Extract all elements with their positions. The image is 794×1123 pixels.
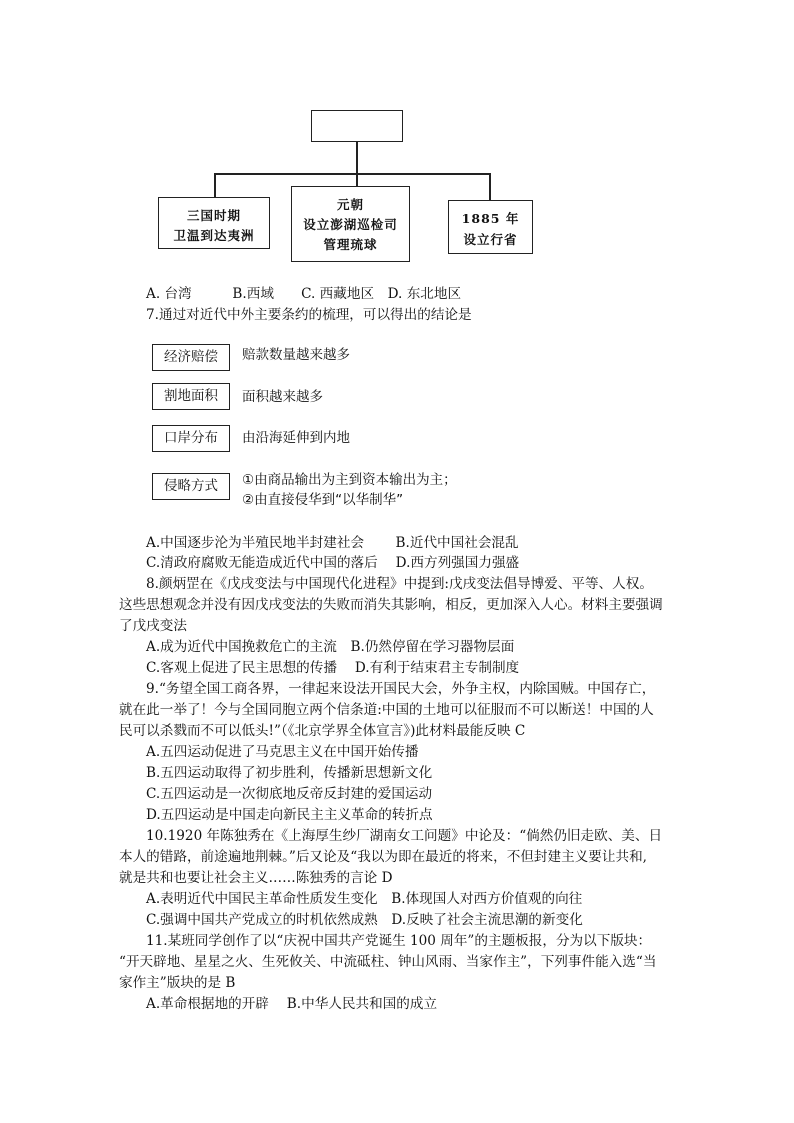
q9-stem-line-3: 民可以杀戮而不可以低头!”（《北京学界全体宣言》)此材料最能反映 C [119, 723, 526, 739]
q7-label-aggression: 侵略方式 [152, 473, 230, 500]
connector-vertical-top [356, 142, 358, 173]
q11-stem-line-3: 家作主”版块的是 B [119, 975, 236, 991]
q10-stem-line-2: 本人的错路，前途遍地荆棘。”后又论及“我以为即在最近的将来，不但封建主义要让共和, [119, 849, 647, 865]
q6-options: A. 台湾 B.西域 C. 西藏地区 D. 东北地区 [146, 286, 462, 302]
left-box-line-2: 卫温到达夷洲 [173, 228, 255, 243]
q8-stem-line-3: 了戊戌变法 [119, 618, 187, 634]
connector-horizontal [214, 173, 490, 175]
left-box-line-1: 三国时期 [186, 208, 241, 223]
q9-option-b: B.五四运动取得了初步胜利，传播新思想新文化 [146, 765, 433, 781]
connector-middle [356, 173, 358, 186]
q9-option-a: A.五四运动促进了马克思主义在中国开始传播 [146, 744, 419, 760]
middle-box-line-2: 设立澎湖巡检司 [303, 217, 398, 232]
q7-desc-territory: 面积越来越多 [242, 389, 323, 405]
q7-stem: 7.通过对近代中外主要条约的梳理，可以得出的结论是 [146, 307, 472, 323]
connector-right [489, 173, 491, 200]
q7-desc-aggression-2: ②由直接侵华到“以华制华” [242, 492, 404, 508]
q7-option-line-2: C.清政府腐败无能造成近代中国的落后 D.西方列强国力强盛 [146, 555, 520, 571]
diagram-left-box [158, 197, 270, 249]
q9-stem-line-1: 9.“务望全国工商各界，一律起来设法开国民大会，外争主权，内除国贼。中国存亡， [146, 681, 656, 697]
q7-label-ports: 口岸分布 [152, 425, 230, 452]
q9-stem-line-2: 就在此一举了！今与全国同胞立两个信条道:中国的土地可以征服而不可以断送！中国的人 [119, 702, 654, 718]
middle-box-line-3: 管理琉球 [323, 237, 378, 252]
q7-desc-aggression-1: ①由商品输出为主到资本输出为主； [242, 472, 457, 488]
q7-label-economic: 经济赔偿 [152, 344, 230, 371]
q11-stem-line-2: “开天辟地、星星之火、生死攸关、中流砥柱、钟山风雨、当家作主”，下列事件能入选“当 [119, 954, 657, 970]
q7-label-territory: 割地面积 [152, 383, 230, 410]
diagram-right-box [448, 200, 533, 254]
diagram-middle-box [291, 186, 410, 262]
q10-stem-line-3: 就是共和也要让社会主义……陈独秀的言论 D [119, 870, 393, 886]
q11-option-line-1: A.革命根据地的开辟 B.中华人民共和国的成立 [146, 996, 438, 1012]
q10-option-line-2: C.强调中国共产党成立的时机依然成熟 D.反映了社会主流思潮的新变化 [146, 912, 583, 928]
right-box-line-2: 设立行省 [463, 232, 518, 247]
middle-box-line-1: 元朝 [336, 197, 364, 212]
q8-stem-line-2: 这些思想观念并没有因戊戌变法的失败而消失其影响，相反，更加深入人心。材料主要强调 [119, 597, 663, 613]
connector-left [214, 173, 216, 197]
q7-desc-economic: 赔款数量越来越多 [242, 347, 350, 363]
q8-stem-line-1: 8.颜炳罡在《戊戌变法与中国现代化进程》中提到:戊戌变法倡导博爱、平等、人权。 [146, 576, 653, 592]
q9-option-c: C.五四运动是一次彻底地反帝反封建的爱国运动 [146, 786, 433, 802]
q7-desc-ports: 由沿海延伸到内地 [242, 430, 350, 446]
diagram-top-box [311, 110, 403, 142]
q10-stem-line-1: 10.1920 年陈独秀在《上海厚生纱厂湖南女工问题》中论及：“倘然仍旧走欧、美、日 [146, 828, 663, 844]
q9-option-d: D.五四运动是中国走向新民主主义革命的转折点 [146, 807, 433, 823]
right-box-line-1: 1885 年 [461, 211, 520, 226]
q8-option-line-1: A.成为近代中国挽救危亡的主流 B.仍然停留在学习器物层面 [146, 639, 515, 655]
q7-option-line-1: A.中国逐步沦为半殖民地半封建社会 B.近代中国社会混乱 [146, 535, 519, 551]
q11-stem-line-1: 11.某班同学创作了以“庆祝中国共产党诞生 100 周年”的主题板报，分为以下版块： [146, 933, 652, 949]
q10-option-line-1: A.表明近代中国民主革命性质发生变化 B.体现国人对西方价值观的向往 [146, 891, 583, 907]
q8-option-line-2: C.客观上促进了民主思想的传播 D.有利于结束君主专制制度 [146, 660, 520, 676]
